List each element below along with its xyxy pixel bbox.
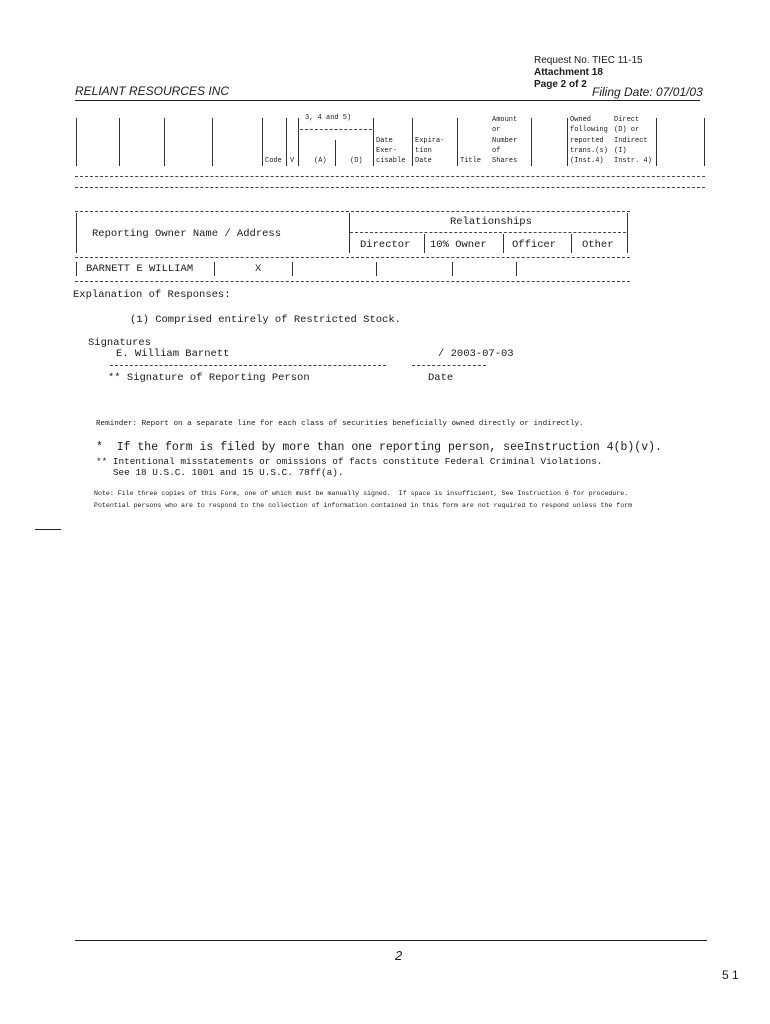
direct-5: Instr. 4) — [614, 157, 652, 165]
title-label: Title — [460, 157, 482, 165]
expiration-1: Expira- — [415, 137, 445, 145]
rel-right-border — [627, 213, 628, 253]
request-number: Request No. TIEC 11-15 — [534, 55, 643, 66]
direct-4: (I) — [614, 147, 627, 155]
page-of: Page 2 of 2 — [534, 79, 587, 90]
col-divider — [335, 140, 336, 166]
rel-sub-rule — [350, 232, 626, 233]
relationships-header: Relationships — [450, 216, 532, 228]
col-divider — [567, 118, 568, 166]
rel-divider — [516, 262, 517, 276]
v-label: V — [290, 157, 295, 165]
col-divider — [412, 118, 413, 166]
signer-name: E. William Barnett — [116, 348, 230, 360]
attachment-number: Attachment 18 — [534, 67, 603, 78]
owned-1: Owned — [570, 116, 592, 124]
note-1: Note: File three copies of this Form, one of which must be manually signed. If space is insufficient, See Instruction 6 for procedure. — [94, 490, 629, 497]
col-divider — [212, 118, 213, 166]
expiration-3: Date — [415, 157, 432, 165]
rel-mid-rule — [75, 257, 630, 258]
col-divider — [531, 118, 532, 166]
amount-5: Shares — [492, 157, 518, 165]
director-header: Director — [360, 239, 411, 251]
page-number: 2 — [395, 948, 403, 963]
rel-divider — [349, 213, 350, 253]
header-rule — [75, 100, 700, 101]
footnote-2: ** Intentional misstatements or omissions of facts constitute Federal Criminal Violations. — [96, 456, 603, 467]
col-divider — [164, 118, 165, 166]
corner-number: 5 1 — [722, 968, 739, 982]
col-divider — [286, 118, 287, 166]
col-divider — [704, 118, 705, 166]
code-label: Code — [265, 157, 282, 165]
rel-divider — [503, 234, 504, 253]
rel-left-border — [76, 213, 77, 253]
amount-3: Number — [492, 137, 518, 145]
reminder-text: Reminder: Report on a separate line for each class of securities beneficially owned directly or indirectly. — [96, 420, 584, 428]
date-label: Date — [428, 372, 454, 384]
amount-4: of — [492, 147, 501, 155]
date-exer-3: cisable — [376, 157, 406, 165]
direct-2: (D) or — [614, 126, 640, 134]
footnote-1: * If the form is filed by more than one reporting person, seeInstruction 4(b)(v). — [96, 441, 662, 454]
footnote-3: See 18 U.S.C. 1001 and 15 U.S.C. 78ff(a). — [96, 467, 344, 478]
signature-date: / 2003-07-03 — [438, 348, 514, 360]
d-label: (D) — [350, 157, 363, 165]
sub-divider — [300, 129, 372, 130]
owned-3: reported — [570, 137, 604, 145]
table-rule — [75, 187, 705, 188]
notes-block — [94, 490, 754, 516]
rel-left-border — [76, 262, 77, 276]
rel-divider — [214, 262, 215, 276]
col-divider — [656, 118, 657, 166]
company-name: RELIANT RESOURCES INC — [75, 84, 230, 98]
col-divider — [262, 118, 263, 166]
signatures-heading: Signatures — [88, 337, 152, 349]
date-rule — [412, 365, 486, 366]
a-label: (A) — [314, 157, 327, 165]
footer-rule — [75, 940, 707, 941]
rel-top-rule — [75, 211, 630, 212]
ten-pct-owner-header: 10% Owner — [430, 239, 487, 251]
director-mark: X — [255, 263, 262, 275]
rel-divider — [292, 262, 293, 276]
officer-header: Officer — [512, 239, 557, 251]
owned-4: trans.(s) — [570, 147, 608, 155]
explanation-heading: Explanation of Responses: — [73, 289, 231, 301]
margin-mark — [35, 529, 61, 530]
other-header: Other — [582, 239, 614, 251]
col-divider — [76, 118, 77, 166]
signature-label: ** Signature of Reporting Person — [108, 372, 310, 384]
rel-divider — [571, 234, 572, 253]
amount-2: or — [492, 126, 501, 134]
expiration-2: tion — [415, 147, 432, 155]
filing-date: Filing Date: 07/01/03 — [592, 85, 703, 99]
amount-1: Amount — [492, 116, 518, 124]
rel-divider — [424, 234, 425, 253]
col-divider — [457, 118, 458, 166]
rel-divider — [452, 262, 453, 276]
date-exer-2: Exer- — [376, 147, 398, 155]
col-3-4-5-label: 3, 4 and 5) — [305, 114, 352, 122]
owner-name-header: Reporting Owner Name / Address — [92, 228, 282, 240]
date-exer-1: Date — [376, 137, 393, 145]
table-rule — [75, 176, 705, 177]
owner-name: BARNETT E WILLIAM — [86, 263, 194, 275]
rel-bottom-rule — [75, 281, 630, 282]
direct-1: Direct — [614, 116, 640, 124]
note-2: Potential persons who are to respond to the collection of information contained in this form are not required to respond unless the form — [94, 502, 633, 509]
col-divider — [119, 118, 120, 166]
rel-divider — [376, 262, 377, 276]
signature-rule — [110, 365, 386, 366]
col-divider — [298, 118, 299, 166]
direct-3: Indirect — [614, 137, 648, 145]
owned-2: following — [570, 126, 608, 134]
owned-5: (Inst.4) — [570, 157, 604, 165]
col-divider — [373, 118, 374, 166]
explanation-note-1: (1) Comprised entirely of Restricted Stock. — [130, 314, 401, 326]
